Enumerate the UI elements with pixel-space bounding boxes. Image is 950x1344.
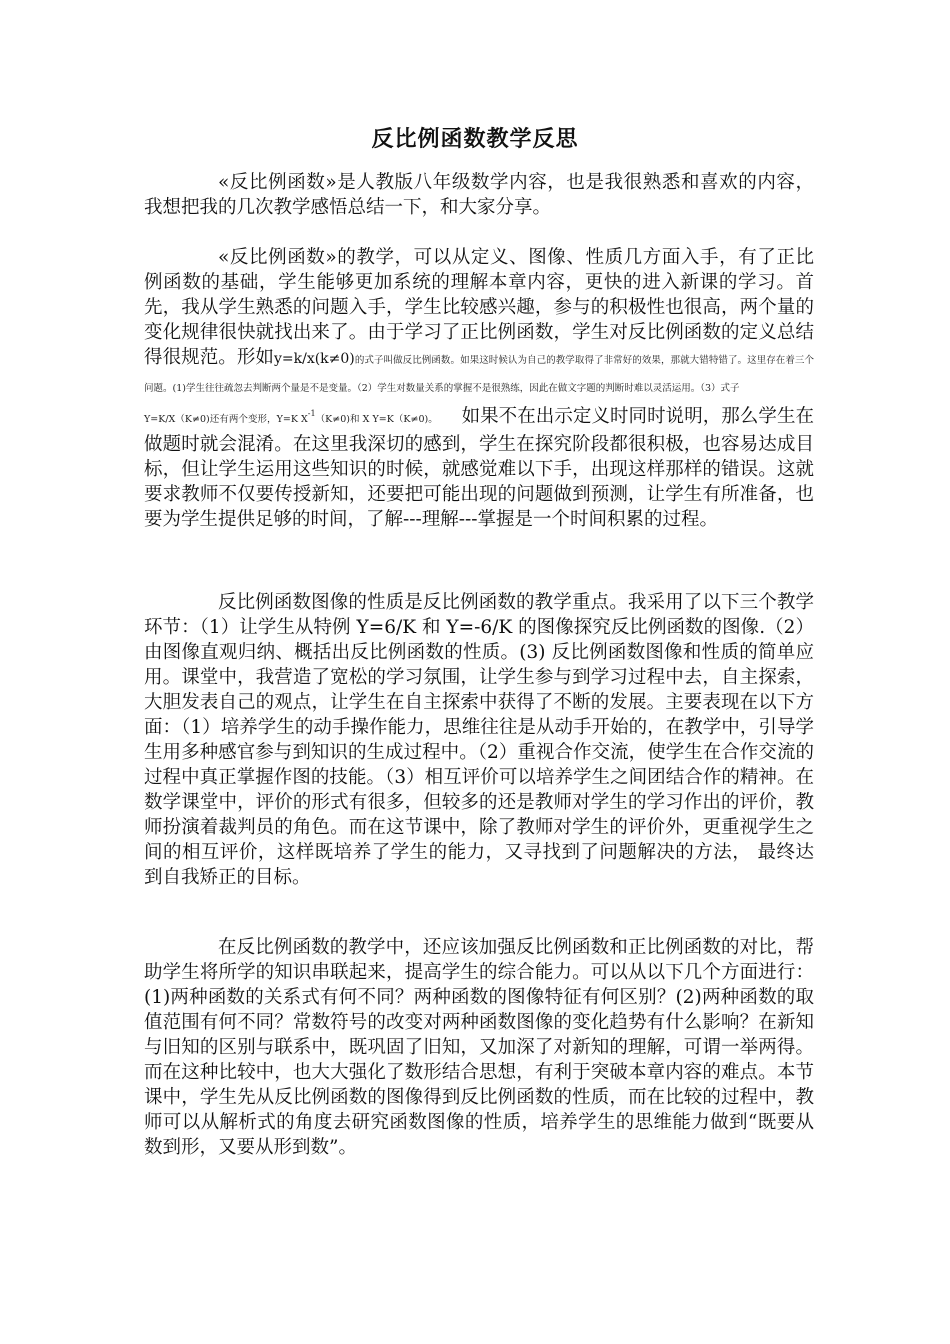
formula-inline: y=k/x(k≠0) — [273, 351, 355, 367]
document-title: 反比例函数教学反思 — [371, 126, 579, 152]
paragraph-graph-properties: 反比例函数图像的性质是反比例函数的教学重点。我采用了以下三个教学环节：（1）让学生从特例 Y=6/K 和 Y=-6/K 的图像探究反比例函数的图像.（2）由图像直观归纳、概括出反比例函数的性质。(3) 反比例函数图像和性质的简单应用。课堂中，我营造了宽松的学习氛围，让学生参与到学习过程中去，自主探索，大胆发表自己的观点，让学生在自主探索中获得了不断的发展。主要表现在以下方面：（1）培养学生的动手操作能力，思维往往是从动手开始的，在教学中，引导学生用多种感官参与到知识的生成过程中。（2）重视合作交流，使学生在合作交流的过程中真正掌握作图的技能。（3）相互评价可以培养学生之间团结合作的精神。在数学课堂中，评价的形式有很多，但较多的还是教师对学生的学习作出的评价，教师扮演着裁判员的角色。而在这节课中，除了教师对学生的评价外，更重视学生之间的相互评价，这样既培养了学生的能力，又寻找到了问题解决的方法， 最终达到自我矫正的目标。 — [144, 592, 814, 888]
small-note-1: 的式子叫做反比例函数。如果这时候认为自己的教学取得了非常好的效果，那就大错特错了。这里存在着三个问题。(1)学生往往疏忽去判断两个量是不是变量。（2）学生对数量关系的掌握不是很熟练，因此在做文字题的判断时难以灵活运用。（3）式子 — [144, 355, 814, 394]
small-note-3: （K≠0)和 X Y=K（K≠0)。 — [315, 414, 438, 425]
superscript-minus-one: -1 — [307, 409, 316, 418]
paragraph-definition-text-1: «反比例函数»的教学，可以从定义、图像、性质几方面入手，有了正比例函数的基础，学生能够更加系统的理解本章内容，更快的进入新课的学习。首先，我从学生熟悉的问题入手，学生比较感兴趣，参与的积极性也很高，两个量的变化规律很快就找出来了。由于学习了正比例函数，学生对反比例函数的定义总结得很规范。形如 — [144, 247, 814, 368]
paragraph-intro: «反比例函数»是人教版八年级数学内容，也是我很熟悉和喜欢的内容，我想把我的几次教学感悟总结一下，和大家分享。 — [144, 172, 814, 218]
paragraph-definition — [144, 245, 814, 532]
paragraph-definition-text-2: 如果不在出示定义时同时说明，那么学生在做题时就会混淆。在这里我深切的感到，学生在探究阶段都很积极，也容易达成目标，但让学生运用这些知识的时候，就感觉难以下手，出现这样那样的错误。这就要求教师不仅要传授新知，还要把可能出现的问题做到预测，让学生有所准备，也要为学生提供足够的时间，了解---理解---掌握是一个时间积累的过程。 — [144, 406, 814, 530]
paragraph-comparison: 在反比例函数的教学中，还应该加强反比例函数和正比例函数的对比，帮助学生将所学的知识串联起来，提高学生的综合能力。可以从以下几个方面进行：(1)两种函数的关系式有何不同？两种函数的图像特征有何区别？(2)两种函数的取值范围有何不同？常数符号的改变对两种函数图像的变化趋势有什么影响？在新知与旧知的区别与联系中，既巩固了旧知，又加深了对新知的理解，可谓一举两得。而在这种比较中，也大大强化了数形结合思想，有利于突破本章内容的难点。本节课中，学生先从反比例函数的图像得到反比例函数的性质，而在比较的过程中，教师可以从解析式的角度去研究函数图像的性质，培养学生的思维能力做到“既要从数到形，又要从形到数”。 — [144, 937, 814, 1158]
small-note-2: Y=K/X（K≠0)还有两个变形，Y=K X — [144, 414, 308, 425]
